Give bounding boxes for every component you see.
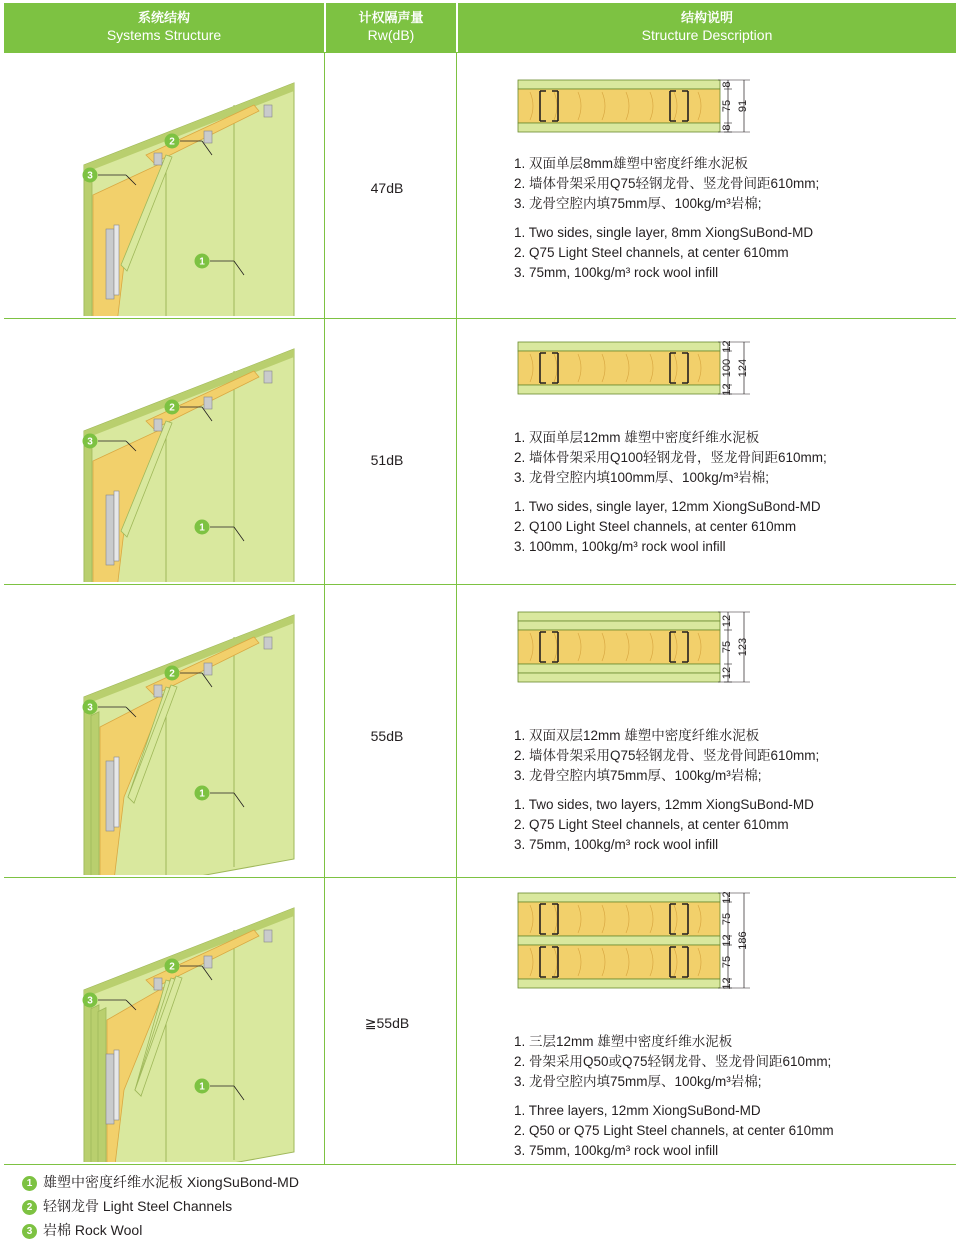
section-board [518,621,720,630]
description-line-en: 3. 100mm, 100kg/m³ rock wool infill [514,539,726,554]
section-board [518,612,720,621]
structure-description [514,1032,834,1161]
description-line-en: 2. Q75 Light Steel channels, at center 610mm [514,245,789,260]
dimension-label: 100 [721,358,733,378]
description-line-zh: 1. 双面单层12mm 雄塑中密度纤维水泥板 [514,430,760,445]
callout-number: 3 [87,436,93,448]
legend-text-3: 岩棉 Rock Wool [43,1222,143,1238]
description-line-en: 2. Q75 Light Steel channels, at center 610mm [514,817,789,832]
section-board [518,936,720,945]
steel-channel [264,637,272,649]
steel-channel [264,930,272,942]
description-line-en: 1. Two sides, single layer, 8mm XiongSuBond-MD [514,225,814,240]
description-line-zh: 2. 骨架采用Q50或Q75轻钢龙骨、竖龙骨间距610mm; [514,1054,832,1069]
description-line-zh: 1. 双面单层8mm雄塑中密度纤维水泥板 [514,156,749,171]
wall-section-drawing [510,334,780,410]
legend-number-3: 3 [22,1224,37,1239]
steel-channel [154,685,162,697]
column-divider [456,878,457,1164]
rw-rating: 51dB [370,452,404,468]
description-spacer [514,1092,834,1101]
steel-channel [154,153,162,165]
description-line-en: 3. 75mm, 100kg/m³ rock wool infill [514,837,719,852]
callout-number: 1 [199,522,205,534]
header-rw [326,3,456,52]
description-line-en: 1. Two sides, two layers, 12mm XiongSuBond-MD [514,797,814,812]
rw-rating: 47dB [370,180,404,196]
description-line-zh: 1. 三层12mm 雄塑中密度纤维水泥板 [514,1034,733,1049]
dimension-label: 8 [721,124,733,131]
section-board [518,664,720,673]
header-systems-structure [4,3,324,52]
dimension-total-label: 91 [737,99,749,113]
callout-number: 1 [199,1081,205,1093]
dimension-total-label: 123 [737,637,749,657]
legend-item-1 [22,1172,299,1192]
legend-text-1: 雄塑中密度纤维水泥板 XiongSuBond-MD [43,1174,299,1190]
description-line-en: 2. Q50 or Q75 Light Steel channels, at center 610mm [514,1123,834,1138]
dimension-label: 12 [721,340,733,353]
callout-number: 2 [169,136,175,148]
description-line-zh: 3. 龙骨空腔内填75mm厚、100kg/m³岩棉; [514,196,762,211]
section-wool [518,902,720,936]
description-line-zh: 1. 双面双层12mm 雄塑中密度纤维水泥板 [514,728,760,743]
wall-system-illustration [44,890,314,1162]
dimension-total-label: 186 [737,931,749,950]
wall-system-illustration [44,331,314,582]
steel-channel [204,397,212,409]
wall-system-illustration [44,65,314,316]
dimension-label: 8 [721,81,733,88]
steel-channel [154,978,162,990]
callout-number: 1 [199,256,205,268]
wall-system-illustration [44,597,314,875]
callout-number: 2 [169,402,175,414]
wall-section-drawing [510,604,780,714]
description-line-zh: 3. 龙骨空腔内填75mm厚、100kg/m³岩棉; [514,1074,762,1089]
dimension-total-label: 124 [737,358,749,378]
dimension-label: 12 [721,383,733,396]
callout-number: 3 [87,995,93,1007]
section-board [518,80,720,89]
callout-number: 3 [87,702,93,714]
steel-stud [106,1054,114,1124]
callout-number: 3 [87,170,93,182]
description-line-en: 3. 75mm, 100kg/m³ rock wool infill [514,265,719,280]
rw-rating: ≧55dB [364,1015,410,1031]
section-board [518,979,720,988]
section-board [518,342,720,351]
callout-number: 1 [199,788,205,800]
dimension-label: 12 [721,891,733,904]
dimension-label: 12 [721,934,733,947]
section-wool [518,945,720,979]
header-col2-en: Rw(dB) [367,27,415,43]
description-line-en: 2. Q100 Light Steel channels, at center 610mm [514,519,797,534]
column-divider [456,319,457,584]
steel-stud [106,229,114,299]
callout-number: 2 [169,668,175,680]
section-wool [518,351,720,385]
dimension-label: 75 [721,912,733,926]
steel-stud [106,761,114,831]
section-board [518,123,720,132]
structure-description [514,428,827,557]
section-wool [518,630,720,664]
structure-description [514,154,819,283]
description-line-en: 3. 75mm, 100kg/m³ rock wool infill [514,1143,719,1158]
steel-stud [106,495,114,565]
legend-number-1: 1 [22,1176,37,1191]
dimension-label: 75 [721,640,733,654]
section-board [518,673,720,682]
table-header [0,0,960,52]
description-line-zh: 2. 墙体骨架采用Q75轻钢龙骨、竖龙骨间距610mm; [514,748,820,763]
legend-text-2: 轻钢龙骨 Light Steel Channels [43,1198,233,1214]
header-col3-en: Structure Description [641,27,773,43]
header-col1-en: Systems Structure [106,27,222,43]
dimension-label: 12 [721,977,733,990]
description-line-en: 1. Three layers, 12mm XiongSuBond-MD [514,1103,761,1118]
steel-channel [204,131,212,143]
description-line-zh: 3. 龙骨空腔内填75mm厚、100kg/m³岩棉; [514,768,762,783]
description-spacer [514,214,819,223]
dimension-label: 12 [721,614,733,628]
structure-description [514,726,819,855]
description-line-zh: 2. 墙体骨架采用Q75轻钢龙骨、竖龙骨间距610mm; [514,176,820,191]
steel-channel [154,419,162,431]
legend-item-2 [22,1196,232,1216]
description-line-zh: 2. 墙体骨架采用Q100轻钢龙骨，竖龙骨间距610mm; [514,450,827,465]
callout-number: 2 [169,961,175,973]
header-col2-zh: 计权隔声量 [358,10,424,25]
description-line-zh: 3. 龙骨空腔内填100mm厚、100kg/m³岩棉; [514,470,770,485]
dimension-label: 12 [721,666,733,680]
wall-section-drawing [510,72,780,148]
wall-section-drawing [510,885,780,1015]
section-wool [518,89,720,123]
steel-channel [204,956,212,968]
legend-item-3 [22,1220,142,1240]
steel-channel [264,105,272,117]
section-board [518,893,720,902]
dimension-label: 75 [721,955,733,969]
description-line-en: 1. Two sides, single layer, 12mm XiongSuBond-MD [514,499,821,514]
steel-channel [204,663,212,675]
header-col1-zh: 系统结构 [137,10,190,25]
column-divider [456,585,457,877]
steel-channel [264,371,272,383]
rw-rating: 55dB [370,728,404,744]
header-structure-description [458,3,956,52]
description-spacer [514,786,819,795]
description-spacer [514,488,827,497]
header-col3-zh: 结构说明 [680,10,733,25]
dimension-label: 75 [721,99,733,113]
section-board [518,385,720,394]
column-divider [456,53,457,318]
legend-number-2: 2 [22,1200,37,1215]
